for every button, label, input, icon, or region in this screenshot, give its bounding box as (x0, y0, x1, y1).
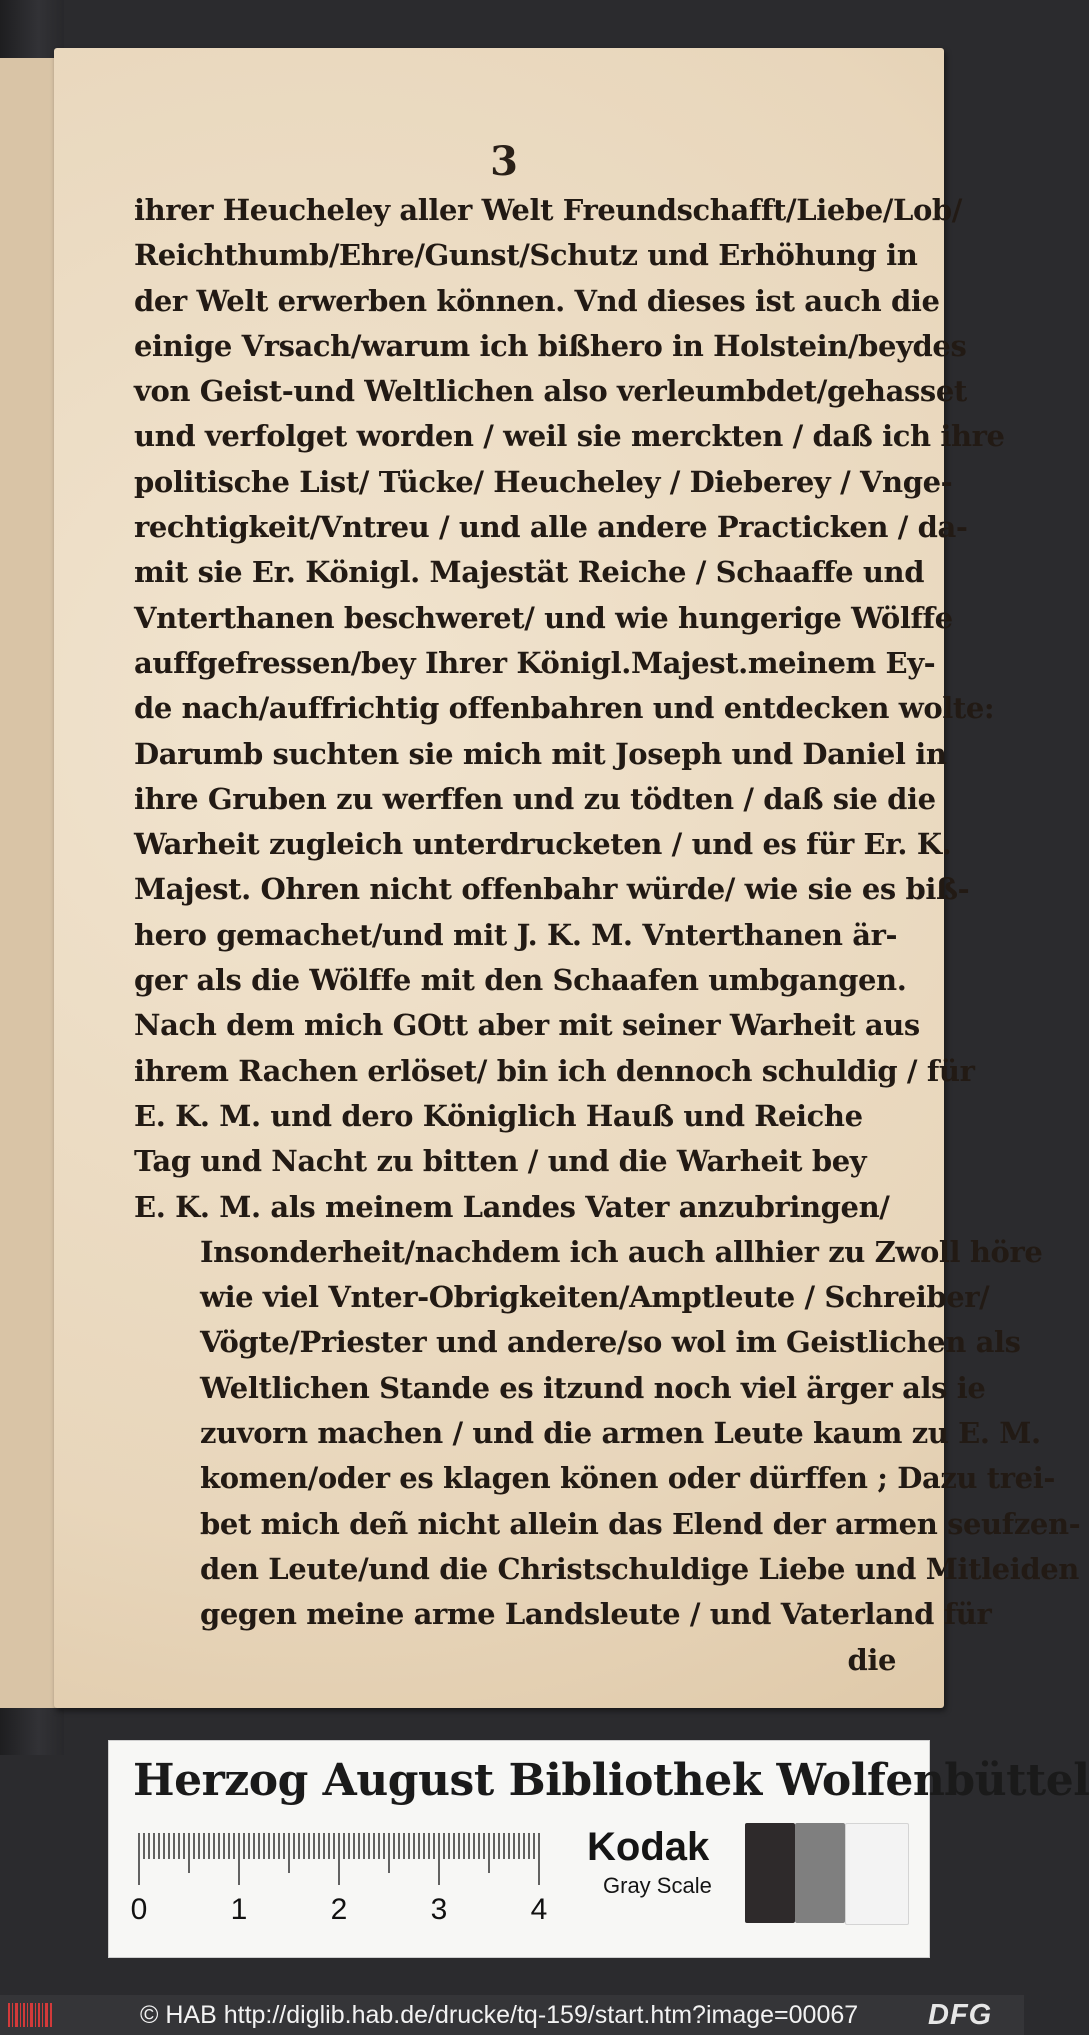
text-line: auffgefressen/bey Ihrer Königl.Majest.meinem Ey- (134, 645, 936, 680)
scale-label: 2 (330, 1893, 348, 1926)
white-swatch (845, 1823, 909, 1925)
footer-bar (0, 1995, 1024, 2035)
text-line: Majest. Ohren nicht offenbahr würde/ wie sie es biß- (134, 872, 970, 907)
scale-label: 1 (230, 1893, 248, 1926)
text-line: Weltlichen Stande es itzund noch viel ärger als ie (200, 1370, 986, 1405)
page-text (134, 188, 1081, 1683)
book-page (54, 48, 1081, 1708)
barcode-icon (8, 2003, 52, 2027)
text-line: Nach dem mich GOtt aber mit seiner Warheit aus (134, 1008, 920, 1043)
color-calibration-card (108, 1740, 1089, 1958)
scale-label: 4 (530, 1893, 548, 1926)
text-line: bet mich deñ nicht allein das Elend der armen seufzen- (200, 1506, 1081, 1541)
text-line: einige Vrsach/warum ich bißhero in Holstein/beydes (134, 328, 967, 363)
dfg-logo: DFG (928, 1999, 993, 2031)
text-line: wie viel Vnter-Obrigkeiten/Amptleute / Schreiber/ (200, 1280, 990, 1315)
scale-label: 3 (430, 1893, 448, 1926)
scale-label: 0 (130, 1893, 148, 1926)
text-line: zuvorn machen / und die armen Leute kaum zu E. M. (200, 1416, 1041, 1451)
copyright-link[interactable]: © HAB http://diglib.hab.de/drucke/tq-159/start.htm?image=00067 (140, 2001, 859, 2029)
text-line: politische List/ Tücke/ Heucheley / Dieberey / Vnge- (134, 464, 953, 499)
text-line: Vögte/Priester und andere/so wol im Geistlichen als (200, 1325, 1021, 1360)
text-line: Reichthumb/Ehre/Gunst/Schutz und Erhöhung in (134, 238, 918, 273)
page-number: 3 (490, 138, 518, 185)
text-line: ihrem Rachen erlöset/ bin ich dennoch schuldig / für (134, 1053, 975, 1088)
text-line: mit sie Er. Königl. Majestät Reiche / Schaaffe und (134, 555, 925, 590)
text-line: ihrer Heucheley aller Welt Freundschafft/Liebe/Lob/ (134, 193, 962, 227)
text-line: Insonderheit/nachdem ich auch allhier zu Zwoll höre (200, 1234, 1043, 1269)
kodak-logo: Kodak (587, 1825, 710, 1869)
text-line: und verfolget worden / weil sie merckten / daß ich ihre (134, 419, 1005, 454)
text-line: E. K. M. und dero Königlich Hauß und Reiche (134, 1098, 863, 1133)
catchword: die (847, 1642, 896, 1677)
text-line: von Geist-und Weltlichen also verleumbdet/gehasset (134, 374, 967, 409)
text-line: rechtigkeit/Vntreu / und alle andere Practicken / da- (134, 510, 968, 545)
library-title: Herzog August Bibliothek Wolfenbüttel (133, 1755, 1089, 1806)
text-line: ihre Gruben zu werffen und zu tödten / daß sie die (134, 781, 936, 816)
gray-scale-label: Gray Scale (603, 1873, 712, 1898)
text-line: hero gemachet/und mit J. K. M. Vnterthanen är- (134, 917, 898, 952)
text-line: E. K. M. als meinem Landes Vater anzubringen/ (134, 1189, 890, 1224)
scale-ruler (130, 1829, 575, 1926)
text-line: den Leute/und die Christschuldige Liebe und Mitleiden (200, 1551, 1079, 1586)
text-line: ger als die Wölffe mit den Schaafen umbgangen. (134, 963, 907, 998)
text-line: der Welt erwerben können. Vnd dieses ist auch die (134, 283, 940, 318)
gray-swatch (795, 1823, 845, 1923)
text-line: Warheit zugleich unterdrucketen / und es für Er. K. (134, 827, 952, 862)
text-line: Tag und Nacht zu bitten / und die Warheit bey (134, 1144, 867, 1179)
text-line: komen/oder es klagen könen oder dürffen ; Dazu trei- (200, 1461, 1055, 1496)
text-line: de nach/auffrichtig offenbahren und entdecken wolte: (134, 691, 995, 726)
text-line: Vnterthanen beschweret/ und wie hungerige Wölffe (134, 600, 953, 635)
text-line: Darumb suchten sie mich mit Joseph und Daniel in (134, 736, 947, 771)
text-line: gegen meine arme Landsleute / und Vaterland für (200, 1597, 992, 1632)
black-swatch (745, 1823, 795, 1923)
